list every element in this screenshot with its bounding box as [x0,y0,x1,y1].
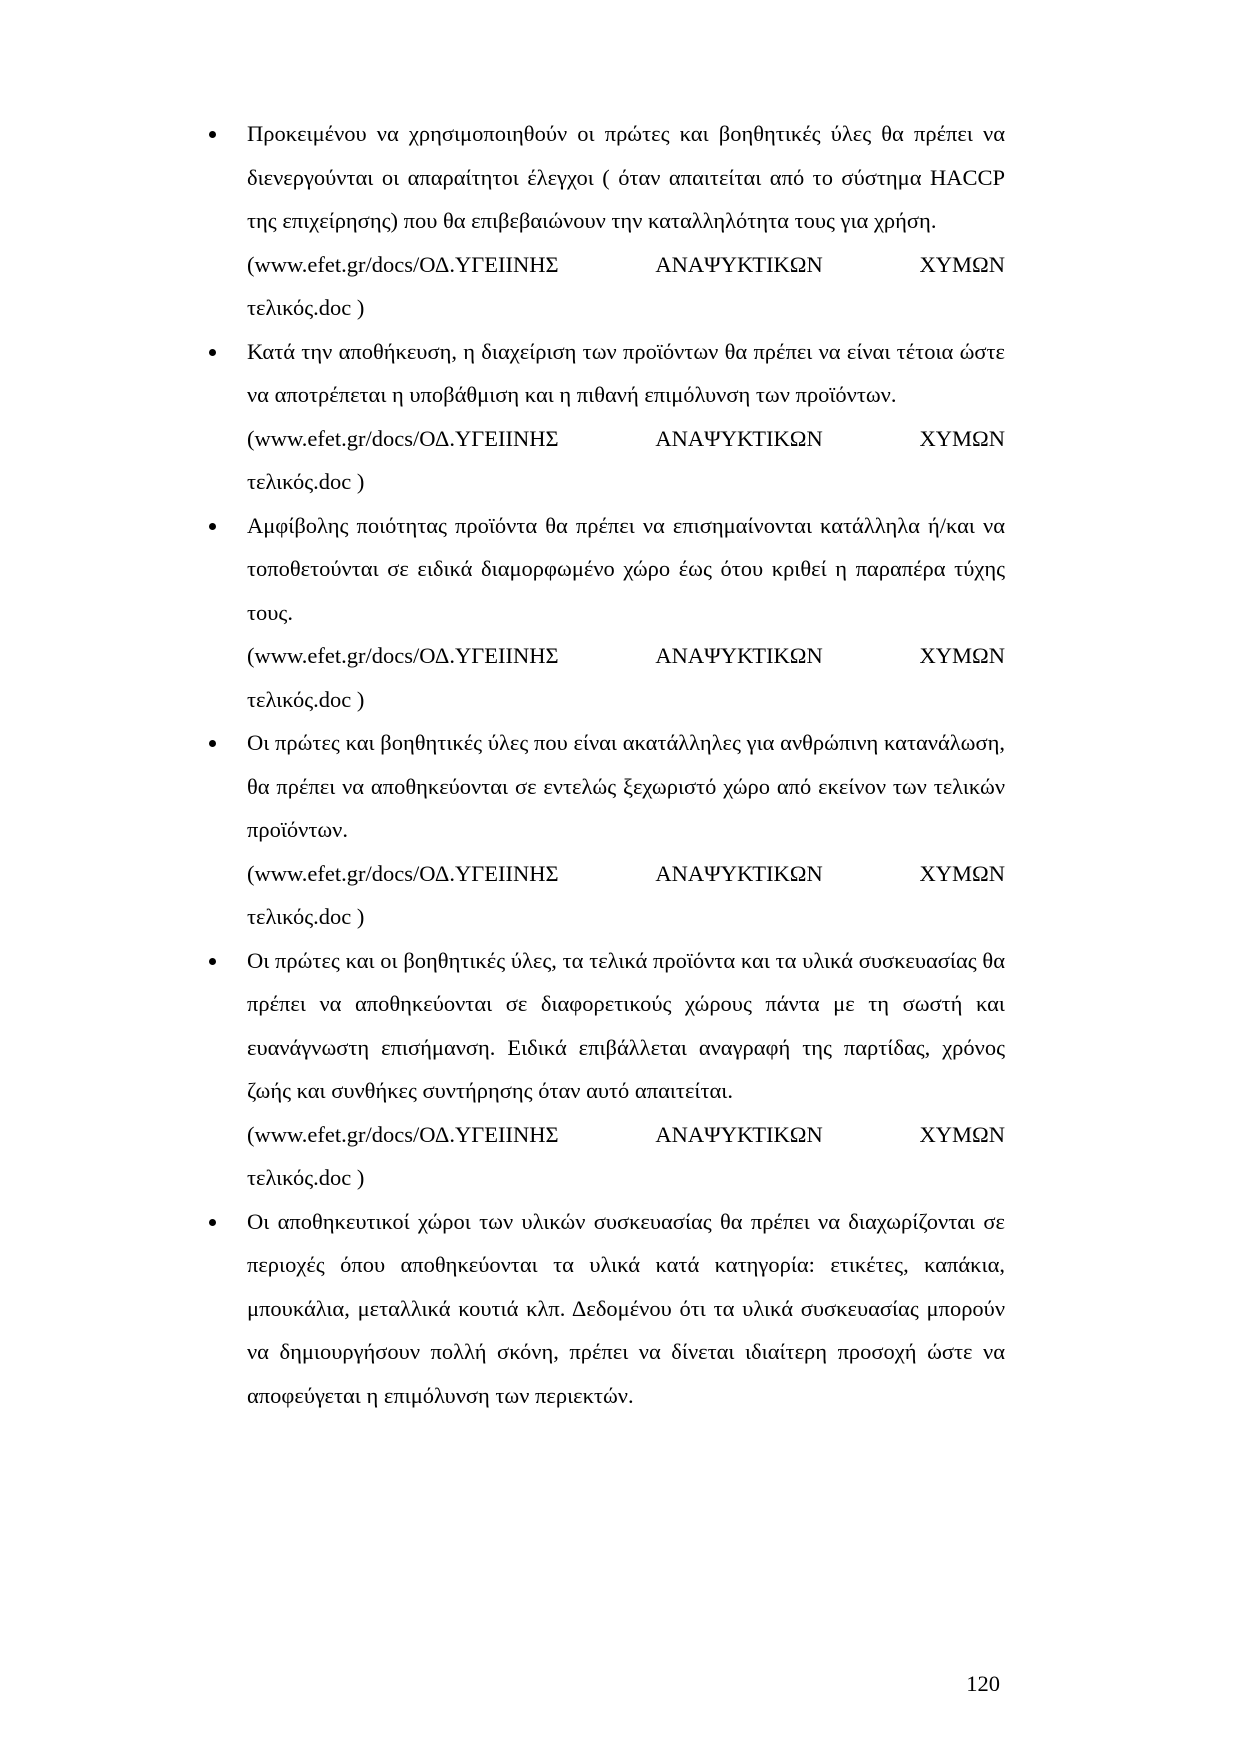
list-item [0,504,1241,722]
reference-line [247,634,1005,678]
reference-word: ΧΥΜΩΝ [919,860,1005,886]
list-item [0,939,1241,1200]
reference-word: ΧΥΜΩΝ [919,425,1005,451]
reference-end: τελικός.doc ) [247,904,365,929]
reference-source: (www.efet.gr/docs/ΟΔ.ΥΓΕΙΙΝΗΣ [247,643,559,668]
list-item-body [247,330,1005,504]
list-item-text: Κατά την αποθήκευση, η διαχείριση των προϊόντων θα πρέπει να είναι τέτοια ώστε να αποτρέπεται η υποβάθμιση και η πιθανή επιμόλυνση των προϊόντων. [247,338,1005,407]
reference-word: ΧΥΜΩΝ [919,643,1005,668]
reference [247,634,1005,721]
reference-source: (www.efet.gr/docs/ΟΔ.ΥΓΕΙΙΝΗΣ [247,425,559,451]
bullet-icon [209,523,216,530]
reference-end: τελικός.doc ) [247,686,365,712]
bullet-icon [209,958,216,965]
reference-source: (www.efet.gr/docs/ΟΔ.ΥΓΕΙΙΝΗΣ [247,1121,559,1147]
list-item-text: Προκειμένου να χρησιμοποιηθούν οι πρώτες και βοηθητικές ύλες θα πρέπει να διενεργούνται οι απαραίτητοι έλεγχοι ( όταν απαιτείται από το σύστημα HACCP της επιχείρησης) που θα επιβεβαιώνουν την καταλληλότητα τους για χρήση. [247,121,1005,233]
list-item-body [247,1200,1005,1418]
reference [247,243,1005,330]
reference-word: ΧΥΜΩΝ [919,1121,1005,1147]
reference-word: ΑΝΑΨΥΚΤΙΚΩΝ [655,425,823,451]
page-number: 120 [966,1671,1000,1696]
reference [247,852,1005,939]
reference-source: (www.efet.gr/docs/ΟΔ.ΥΓΕΙΙΝΗΣ [247,860,559,886]
reference-line [247,852,1005,896]
list-item-body [247,939,1005,1200]
reference [247,1113,1005,1200]
reference-word: ΑΝΑΨΥΚΤΙΚΩΝ [655,860,823,886]
reference-word: ΑΝΑΨΥΚΤΙΚΩΝ [655,643,823,668]
list-item-text: Οι πρώτες και οι βοηθητικές ύλες, τα τελικά προϊόντα και τα υλικά συσκευασίας θα πρέπει να αποθηκεύονται σε διαφορετικούς χώρους πάντα με τη σωστή και ευανάγνωστη επισήμανση. Ειδικά επιβάλλεται αναγραφή της παρτίδας, χρόνος ζωής και συνθήκες συντήρησης όταν αυτό απαιτείται. [247,947,1005,1103]
reference-word: ΧΥΜΩΝ [919,251,1005,277]
list-item-text: Αμφίβολης ποιότητας προϊόντα θα πρέπει να επισημαίνονται κατάλληλα ή/και να τοποθετούνται σε ειδικά διαμορφωμένο χώρο έως ότου κριθεί η παραπέρα τύχης τους. [247,512,1005,625]
list-item-text: Οι αποθηκευτικοί χώροι των υλικών συσκευασίας θα πρέπει να διαχωρίζονται σε περιοχές όπου αποθηκεύονται τα υλικά κατά κατηγορία: ετικέτες, καπάκια, μπουκάλια, μεταλλικά κουτιά κλπ. Δεδομένου ότι τα υλικά συσκευασίας μπορούν να δημιουργήσουν πολλή σκόνη, πρέπει να δίνεται ιδιαίτερη προσοχή ώστε να αποφεύγεται η επιμόλυνση των περιεκτών. [247,1208,1005,1408]
reference-line [247,243,1005,287]
bullet-icon [209,1219,216,1226]
list-item [0,1200,1241,1418]
reference-word: ΑΝΑΨΥΚΤΙΚΩΝ [655,1121,823,1147]
reference-end: τελικός.doc ) [247,295,365,320]
list-item-body [247,112,1005,330]
list-item-text: Οι πρώτες και βοηθητικές ύλες που είναι ακατάλληλες για ανθρώπινη κατανάλωση, θα πρέπει να αποθηκεύονται σε εντελώς ξεχωριστό χώρο από εκείνον των τελικών προϊόντων. [247,730,1005,842]
reference-end: τελικός.doc ) [247,1165,365,1190]
reference-line [247,1113,1005,1157]
list-item [0,330,1241,504]
list-item [0,721,1241,939]
bullet-list [0,112,1241,1417]
bullet-icon [209,349,216,356]
list-item [0,112,1241,330]
reference-word: ΑΝΑΨΥΚΤΙΚΩΝ [655,251,823,277]
bullet-icon [209,131,216,138]
reference-end: τελικός.doc ) [247,469,365,494]
reference-line [247,417,1005,461]
list-item-body [247,504,1005,722]
list-item-body [247,721,1005,939]
bullet-icon [209,740,216,747]
reference [247,417,1005,504]
reference-source: (www.efet.gr/docs/ΟΔ.ΥΓΕΙΙΝΗΣ [247,251,559,277]
